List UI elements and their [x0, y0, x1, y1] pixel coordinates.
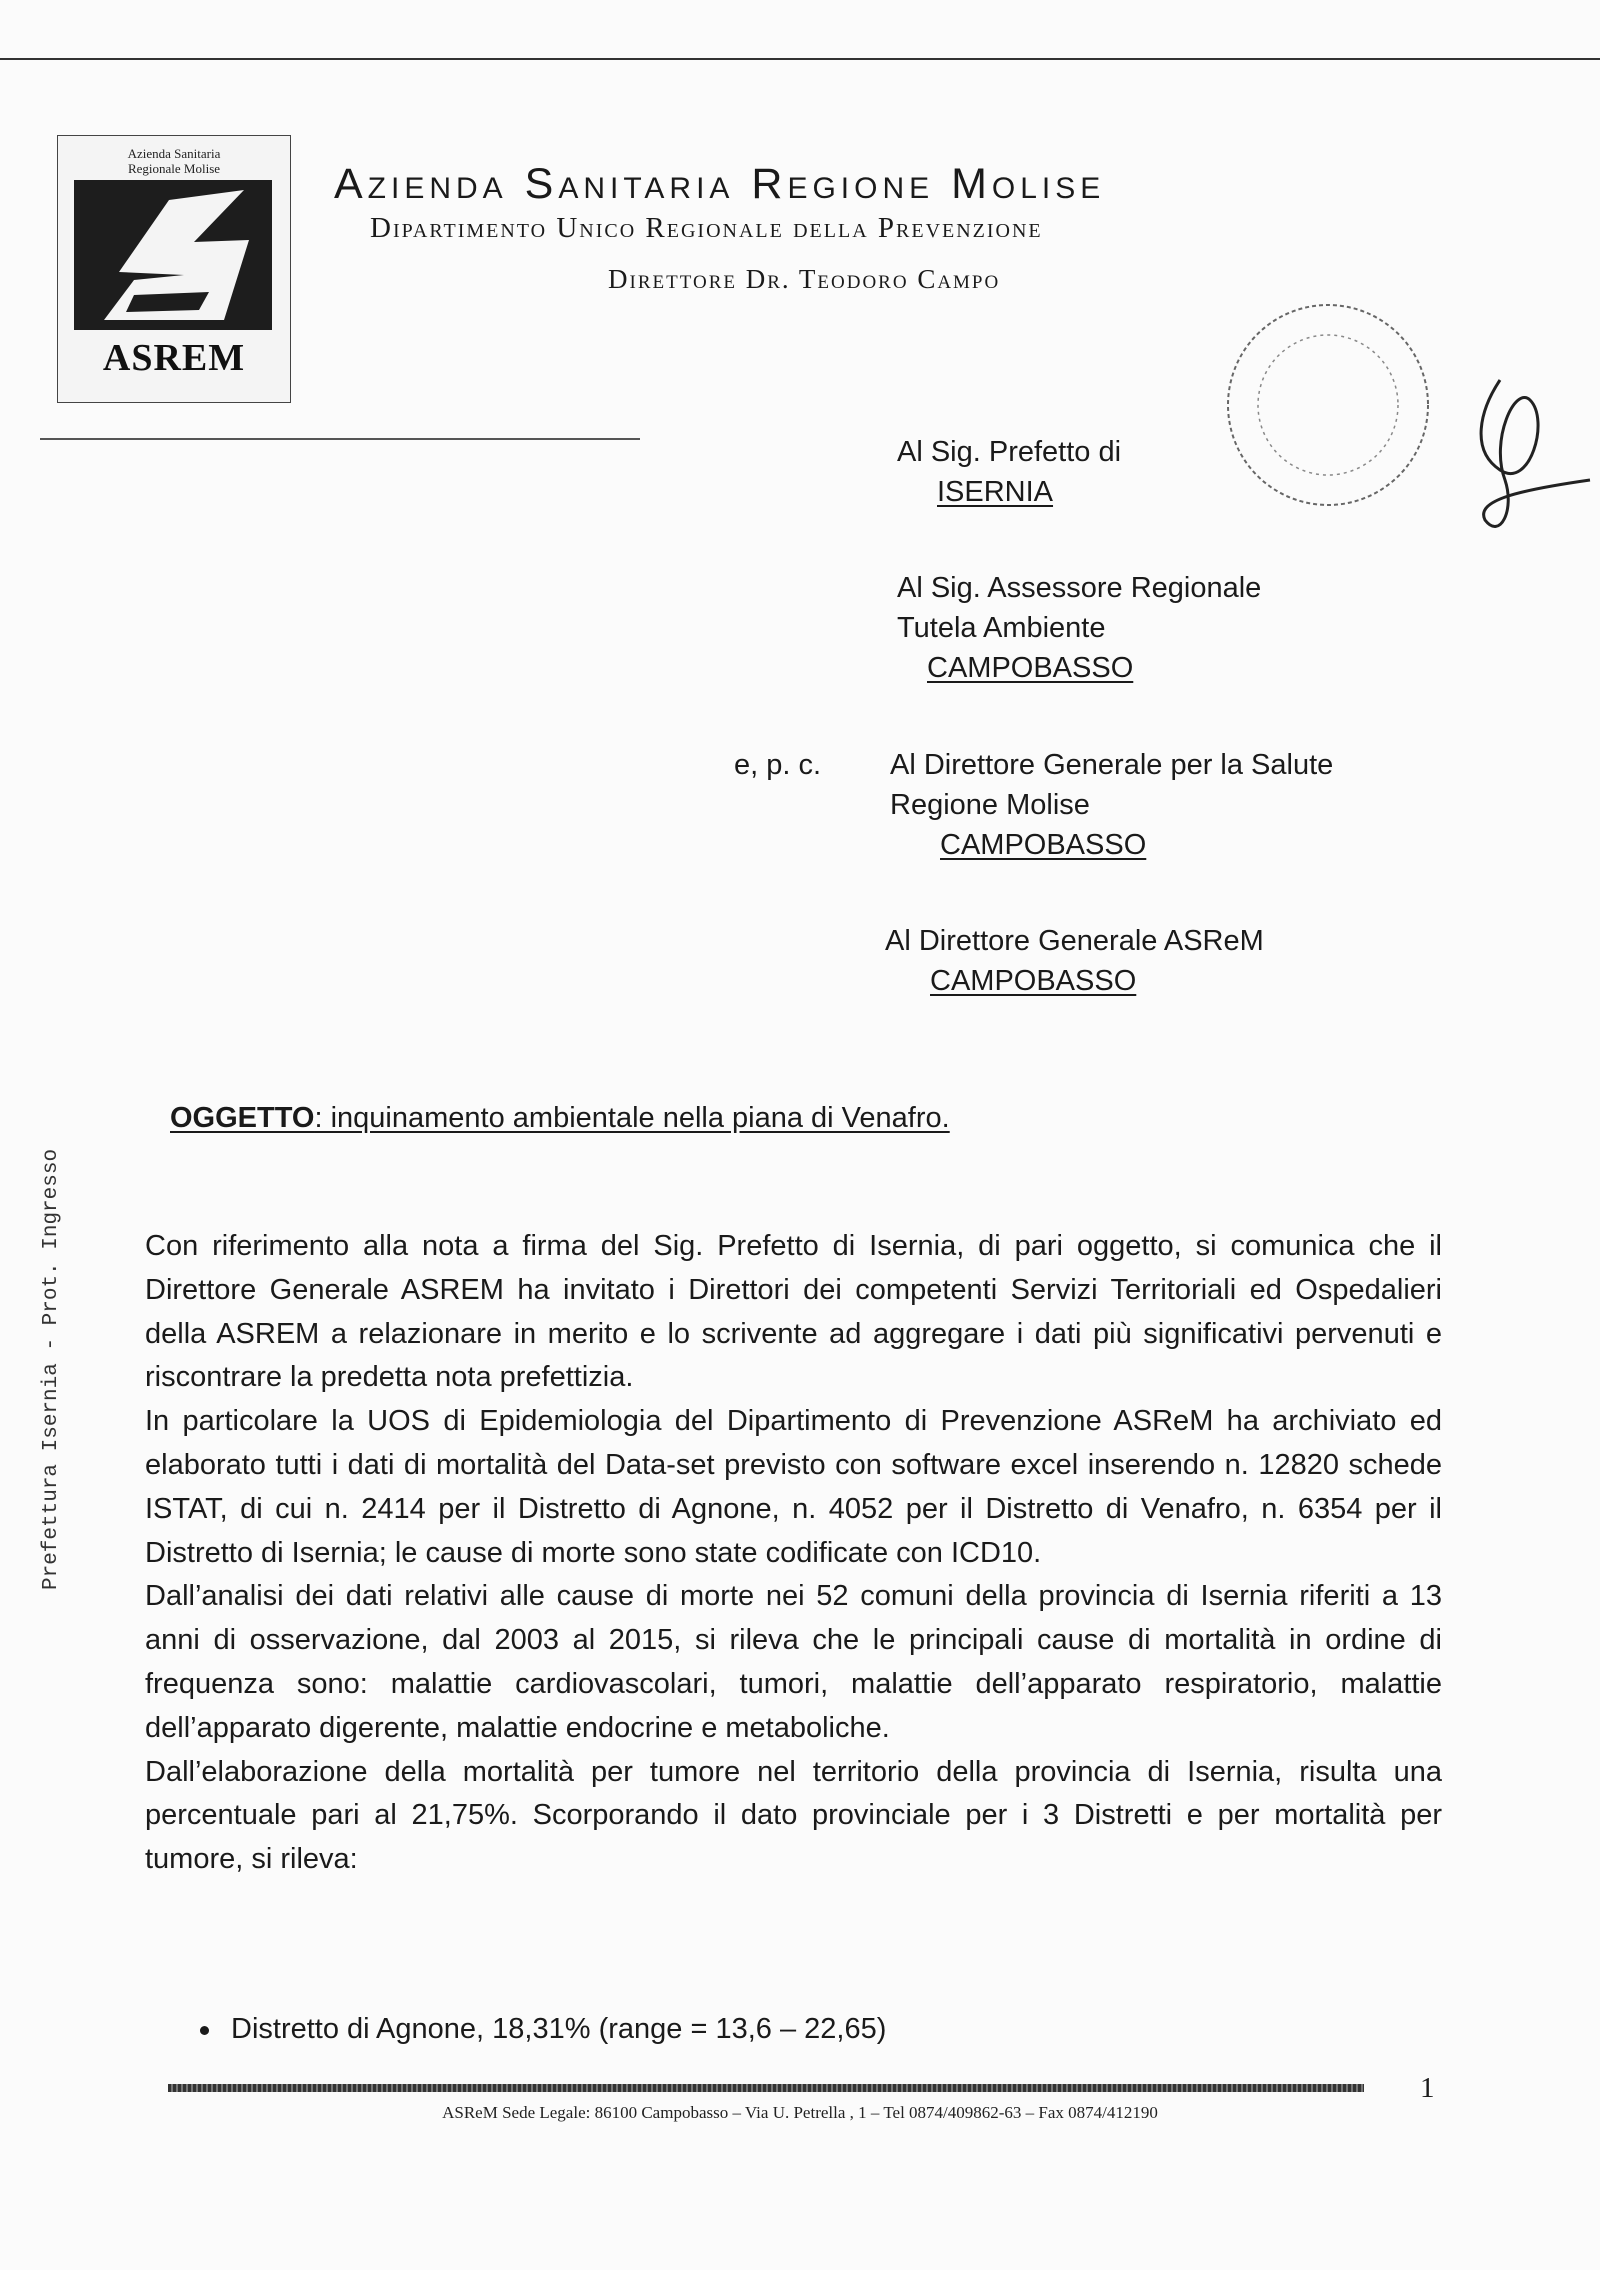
recipient-direttore-salute — [890, 745, 1333, 865]
subject-text: : inquinamento ambientale nella piana di Venafro. — [314, 1102, 950, 1134]
recipient-prefetto — [897, 432, 1121, 512]
footer-address: ASReM Sede Legale: 86100 Campobasso – Via U. Petrella , 1 – Tel 0874/409862-63 – Fax 0874/412190 — [442, 2103, 1158, 2122]
recipient-direttore-asrem — [885, 921, 1264, 1001]
separator-line — [40, 438, 640, 440]
body-paragraphs — [145, 1225, 1442, 1882]
recipient-line: Al Direttore Generale ASReM — [885, 925, 1264, 957]
paragraph-2: In particolare la UOS di Epidemiologia del Dipartimento di Prevenzione ASReM ha archiviato ed elaborato tutti i dati di mortalità del Data-set previsto con software excel inserendo n. 12820 schede ISTAT, di cui n. 2414 per il Distretto di Agnone, n. 4052 per il Distretto di Venafro, n. 6354 per il Distretto di Isernia; le cause di morte sono state codificate con ICD10. — [145, 1405, 1442, 1569]
bullet-text: Distretto di Agnone, 18,31% (range = 13,6 – 22,65) — [231, 2013, 887, 2045]
recipient-city: ISERNIA — [937, 476, 1054, 508]
paragraph-1: Con riferimento alla nota a firma del Sig. Prefetto di Isernia, di pari oggetto, si comunica che il Direttore Generale ASREM ha invitato i Direttori dei competenti Servizi Territoriali ed Ospedalieri della ASREM a relazionare in merito e lo scrivente ad aggregare i dati più significativi pervenuti e riscontrare la predetta nota prefettizia. — [145, 1230, 1442, 1394]
cc-label: e, p. c. — [734, 749, 822, 781]
recipient-line: Al Direttore Generale per la Salute — [890, 749, 1334, 781]
reception-stamp — [1208, 290, 1448, 520]
page-number: 1 — [1420, 2072, 1435, 2104]
director-line: Direttore Dr. Teodoro Campo — [608, 264, 1001, 294]
recipient-line: Al Sig. Assessore Regionale — [897, 572, 1262, 604]
subject-label: OGGETTO — [170, 1102, 315, 1134]
paragraph-4: Dall’elaborazione della mortalità per tumore nel territorio della provincia di Isernia, risulta una percentuale pari al 21,75%. Scorporando il dato provinciale per i 3 Distretti e per mortalità per tumore, si rileva: — [145, 1755, 1442, 1876]
organization-title: Azienda Sanitaria Regione Molise — [334, 160, 1106, 208]
handwritten-signature — [1460, 360, 1600, 560]
logo-acronym: ASREM — [102, 337, 246, 379]
recipient-line: Regione Molise — [890, 789, 1090, 821]
logo-s-mark-icon — [74, 180, 272, 330]
list-item — [200, 2013, 886, 2046]
recipient-line: Tutela Ambiente — [897, 612, 1106, 644]
footer-rule — [168, 2084, 1364, 2092]
top-border-line — [0, 58, 1600, 60]
recipient-line: Al Sig. Prefetto di — [897, 436, 1122, 468]
paragraph-3: Dall’analisi dei dati relativi alle cause di morte nei 52 comuni della provincia di Isernia riferiti a 13 anni di osservazione, dal 2003 al 2015, si rileva che le principali cause di mortalità in ordine di frequenza sono: malattie cardiovascolari, tumori, malattie dell’apparato respiratorio, malattie dell’apparato digerente, malattie endocrine e metaboliche. — [145, 1580, 1442, 1744]
subject-line — [170, 1098, 950, 1138]
recipient-city: CAMPOBASSO — [930, 965, 1137, 997]
logo-caption-line2: Regionale Molise — [127, 161, 221, 176]
department-title: Dipartimento Unico Regionale della Prevenzione — [370, 212, 1043, 244]
bullet-icon — [200, 2026, 209, 2035]
logo-caption — [63, 146, 285, 176]
protocol-stamp-text: Prefettura Isernia - Prot. Ingresso — [40, 1148, 63, 1590]
recipient-assessore — [897, 568, 1261, 688]
recipient-city: CAMPOBASSO — [940, 829, 1147, 861]
logo-caption-line1: Azienda Sanitaria — [127, 146, 221, 161]
logo-emblem — [74, 180, 272, 330]
asrem-logo — [57, 135, 291, 403]
recipient-city: CAMPOBASSO — [927, 652, 1134, 684]
